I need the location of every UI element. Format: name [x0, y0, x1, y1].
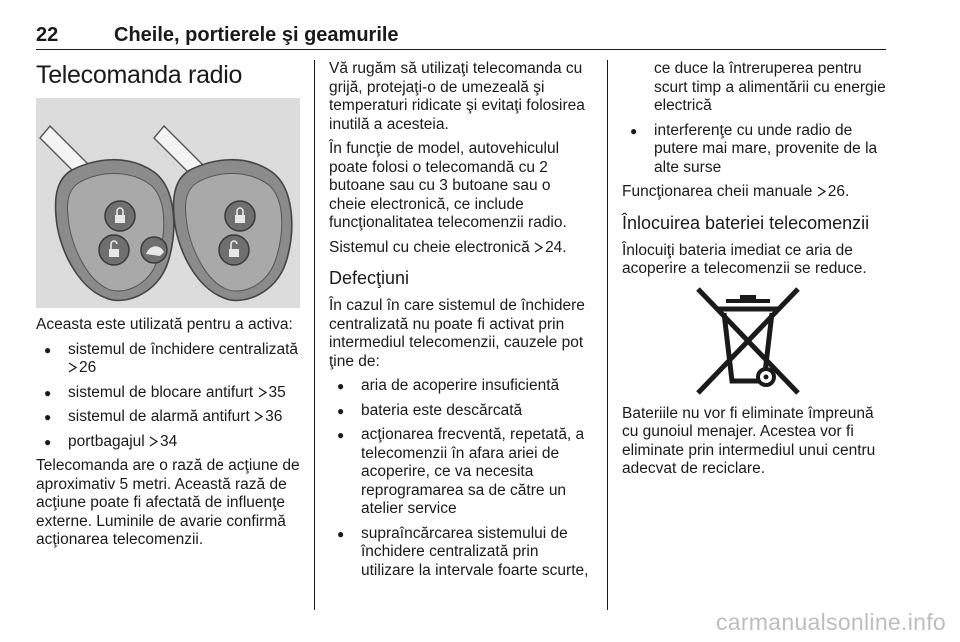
range-paragraph: Telecomanda are o rază de acţiune de aproximativ 5 metri. Această rază de acţiune poate fi afectată de influenţe externe. Luminile de avarie confirmă acţionarea telecomenzii.: [36, 457, 300, 548]
ref-arrow-icon: [254, 411, 263, 422]
column-2: [329, 60, 591, 586]
page-reference[interactable]: 24.: [534, 239, 567, 256]
list-item: ● sistemul de închidere centralizată 26: [36, 341, 300, 378]
column-3: [622, 60, 888, 485]
list-item: ● bateria este descărcată: [329, 402, 591, 421]
list-item: ● portbagajul 34: [36, 433, 300, 452]
column-1: [36, 60, 300, 556]
page-reference[interactable]: 26.: [817, 183, 850, 200]
page-reference[interactable]: 26: [68, 359, 96, 376]
electronic-key-paragraph: Sistemul cu cheie electronică 24.: [329, 238, 567, 256]
page-reference[interactable]: 35: [258, 384, 286, 401]
section-title: Telecomanda radio: [36, 61, 243, 89]
ref-arrow-icon: [68, 362, 77, 373]
manual-key-paragraph: Funcţionarea cheii manuale 26.: [622, 183, 850, 200]
chapter-title: Cheile, portierele şi geamurile: [114, 24, 399, 46]
site-watermark: carmanualsonline.info: [715, 609, 946, 635]
remote-keys-illustration: [36, 98, 300, 308]
page-header: [36, 24, 886, 50]
continued-text: ce duce la întreruperea pentru scurt timp a alimentării cu energie electrică: [654, 60, 886, 114]
ref-arrow-icon: [534, 242, 543, 253]
care-paragraph: Vă rugăm să utilizaţi telecomanda cu grijă, protejaţi-o de umezeală şi temperaturi ridicate şi evitaţi folosirea inutilă a acesteia.: [329, 60, 585, 133]
ref-arrow-icon: [817, 186, 826, 197]
causes-list-continued: [622, 122, 888, 178]
causes-list: [329, 377, 591, 580]
page-reference[interactable]: 36: [254, 408, 282, 425]
crossed-bin-icon: [678, 285, 818, 397]
battery-paragraph: Înlocuiţi bateria imediat ce aria de acoperire a telecomenzii se reduce.: [622, 241, 867, 277]
list-item: ● aria de acoperire insuficientă: [329, 377, 591, 396]
disposal-paragraph: Bateriile nu vor fi eliminate împreună cu gunoiul menajer. Acestea vor fi eliminate prin intermediul unui centru adecvat de reciclare.: [622, 404, 876, 477]
column-divider: [607, 60, 608, 610]
column-divider: [314, 60, 315, 610]
list-item: ● supraîncărcarea sistemului de închidere centralizată prin utilizare la intervale foarte scurte,: [329, 525, 591, 581]
ref-arrow-icon: [149, 436, 158, 447]
intro-text: Aceasta este utilizată pentru a activa:: [36, 316, 293, 333]
page-number: 22: [36, 24, 59, 46]
list-item: ● acţionarea frecventă, repetată, a telecomenzii în afara ariei de acoperire, ce va necesita reprogramarea sa de către un atelier service: [329, 426, 591, 519]
faults-heading: Defecţiuni: [329, 268, 410, 288]
model-paragraph: În funcţie de model, autovehiculul poate folosi o telecomandă cu 2 butoane sau cu 3 butoane sau o cheie electronică, ce include funcţionalitatea telecomenzii radio.: [329, 140, 567, 231]
list-item: ● sistemul de alarmă antifurt 36: [36, 408, 300, 427]
battery-heading: Înlocuirea bateriei telecomenzii: [622, 212, 870, 233]
faults-intro: În cazul în care sistemul de închidere centralizată nu poate fi activat prin intermediul telecomenzii, cauzele pot ţine de:: [329, 297, 585, 370]
list-item: ● interferenţe cu unde radio de putere mai mare, provenite de la alte surse: [622, 122, 888, 178]
activation-list: [36, 341, 300, 452]
page-reference[interactable]: 34: [149, 433, 177, 450]
list-item: ● sistemul de blocare antifurt 35: [36, 384, 300, 403]
ref-arrow-icon: [258, 387, 267, 398]
